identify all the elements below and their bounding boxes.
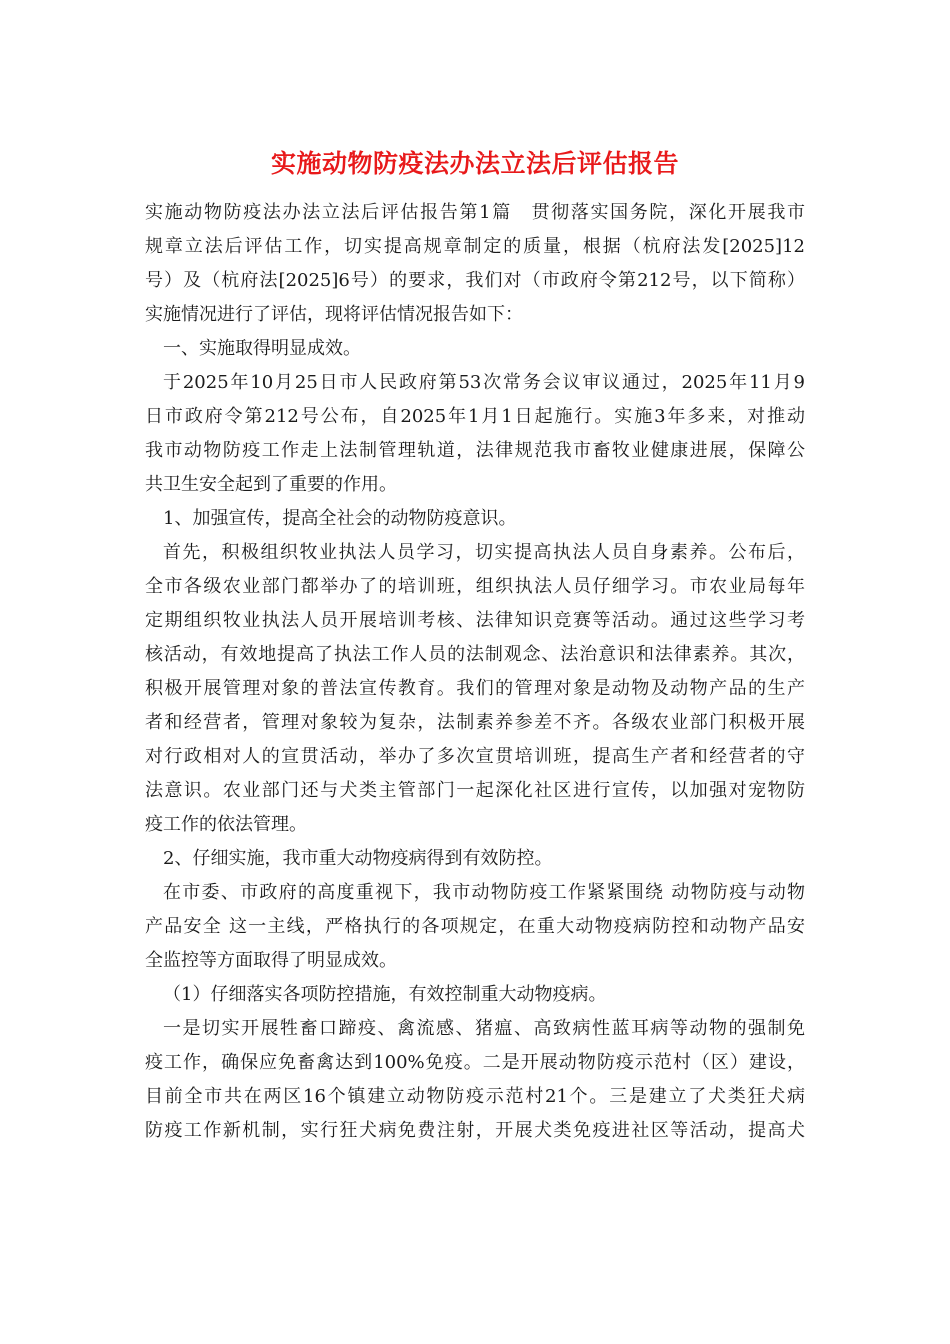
body-text-line: 者和经营者，管理对象较为复杂，法制素养参差不齐。各级农业部门积极开展 [145,712,805,733]
body-text-line: （1）仔细落实各项防控措施，有效控制重大动物疫病。 [163,984,607,1005]
body-text-line: 全市各级农业部门都举办了的培训班，组织执法人员仔细学习。市农业局每年 [145,576,805,597]
body-text-line: 疫工作，确保应免畜禽达到100%免疫。二是开展动物防疫示范村（区）建设， [145,1052,805,1073]
body-text-line: 共卫生安全起到了重要的作用。 [145,474,397,495]
body-text-line: 法意识。农业部门还与犬类主管部门一起深化社区进行宣传，以加强对宠物防 [145,780,805,801]
body-text-line: 实施情况进行了评估，现将评估情况报告如下： [145,304,523,325]
body-text-line: 一、实施取得明显成效。 [163,338,361,359]
body-text-line: 防疫工作新机制，实行狂犬病免费注射，开展犬类免疫进社区等活动，提高犬 [145,1120,805,1141]
body-text-line: 实施动物防疫法办法立法后评估报告第1篇 贯彻落实国务院，深化开展我市 [145,202,805,223]
body-text-line: 日市政府令第212号公布，自2025年1月1日起施行。实施3年多来，对推动 [145,406,805,427]
body-text-line: 于2025年10月25日市人民政府第53次常务会议审议通过，2025年11月9 [163,372,805,393]
body-text-line: 在市委、市政府的高度重视下，我市动物防疫工作紧紧围绕 动物防疫与动物 [163,882,805,903]
body-text-line: 目前全市共在两区16个镇建立动物防疫示范村21个。三是建立了犬类狂犬病 [145,1086,805,1107]
body-text-line: 号）及（杭府法[2025]6号）的要求，我们对（市政府令第212号，以下简称） [145,270,805,291]
body-text-line: 2、仔细实施，我市重大动物疫病得到有效防控。 [163,848,553,869]
body-text-line: 一是切实开展牲畜口蹄疫、禽流感、猪瘟、高致病性蓝耳病等动物的强制免 [163,1018,805,1039]
body-text-line: 首先，积极组织牧业执法人员学习，切实提高执法人员自身素养。公布后， [163,542,805,563]
body-text-line: 疫工作的依法管理。 [145,814,307,835]
body-text-line: 对行政相对人的宣贯活动，举办了多次宣贯培训班，提高生产者和经营者的守 [145,746,805,767]
body-text-line: 全监控等方面取得了明显成效。 [145,950,397,971]
body-text-line: 核活动，有效地提高了执法工作人员的法制观念、法治意识和法律素养。其次， [145,644,805,665]
body-text-line: 规章立法后评估工作，切实提高规章制定的质量，根据（杭府法发[2025]12 [145,236,805,257]
body-text-line: 产品安全 这一主线，严格执行的各项规定，在重大动物疫病防控和动物产品安 [145,916,805,937]
body-text-line: 积极开展管理对象的普法宣传教育。我们的管理对象是动物及动物产品的生产 [145,678,805,699]
body-text-line: 定期组织牧业执法人员开展培训考核、法律知识竞赛等活动。通过这些学习考 [145,610,805,631]
body-text-line: 我市动物防疫工作走上法制管理轨道，法律规范我市畜牧业健康进展，保障公 [145,440,805,461]
document-title: 实施动物防疫法办法立法后评估报告 [270,149,679,178]
document-body [145,196,805,1148]
body-text-line: 1、加强宣传，提高全社会的动物防疫意识。 [163,508,517,529]
